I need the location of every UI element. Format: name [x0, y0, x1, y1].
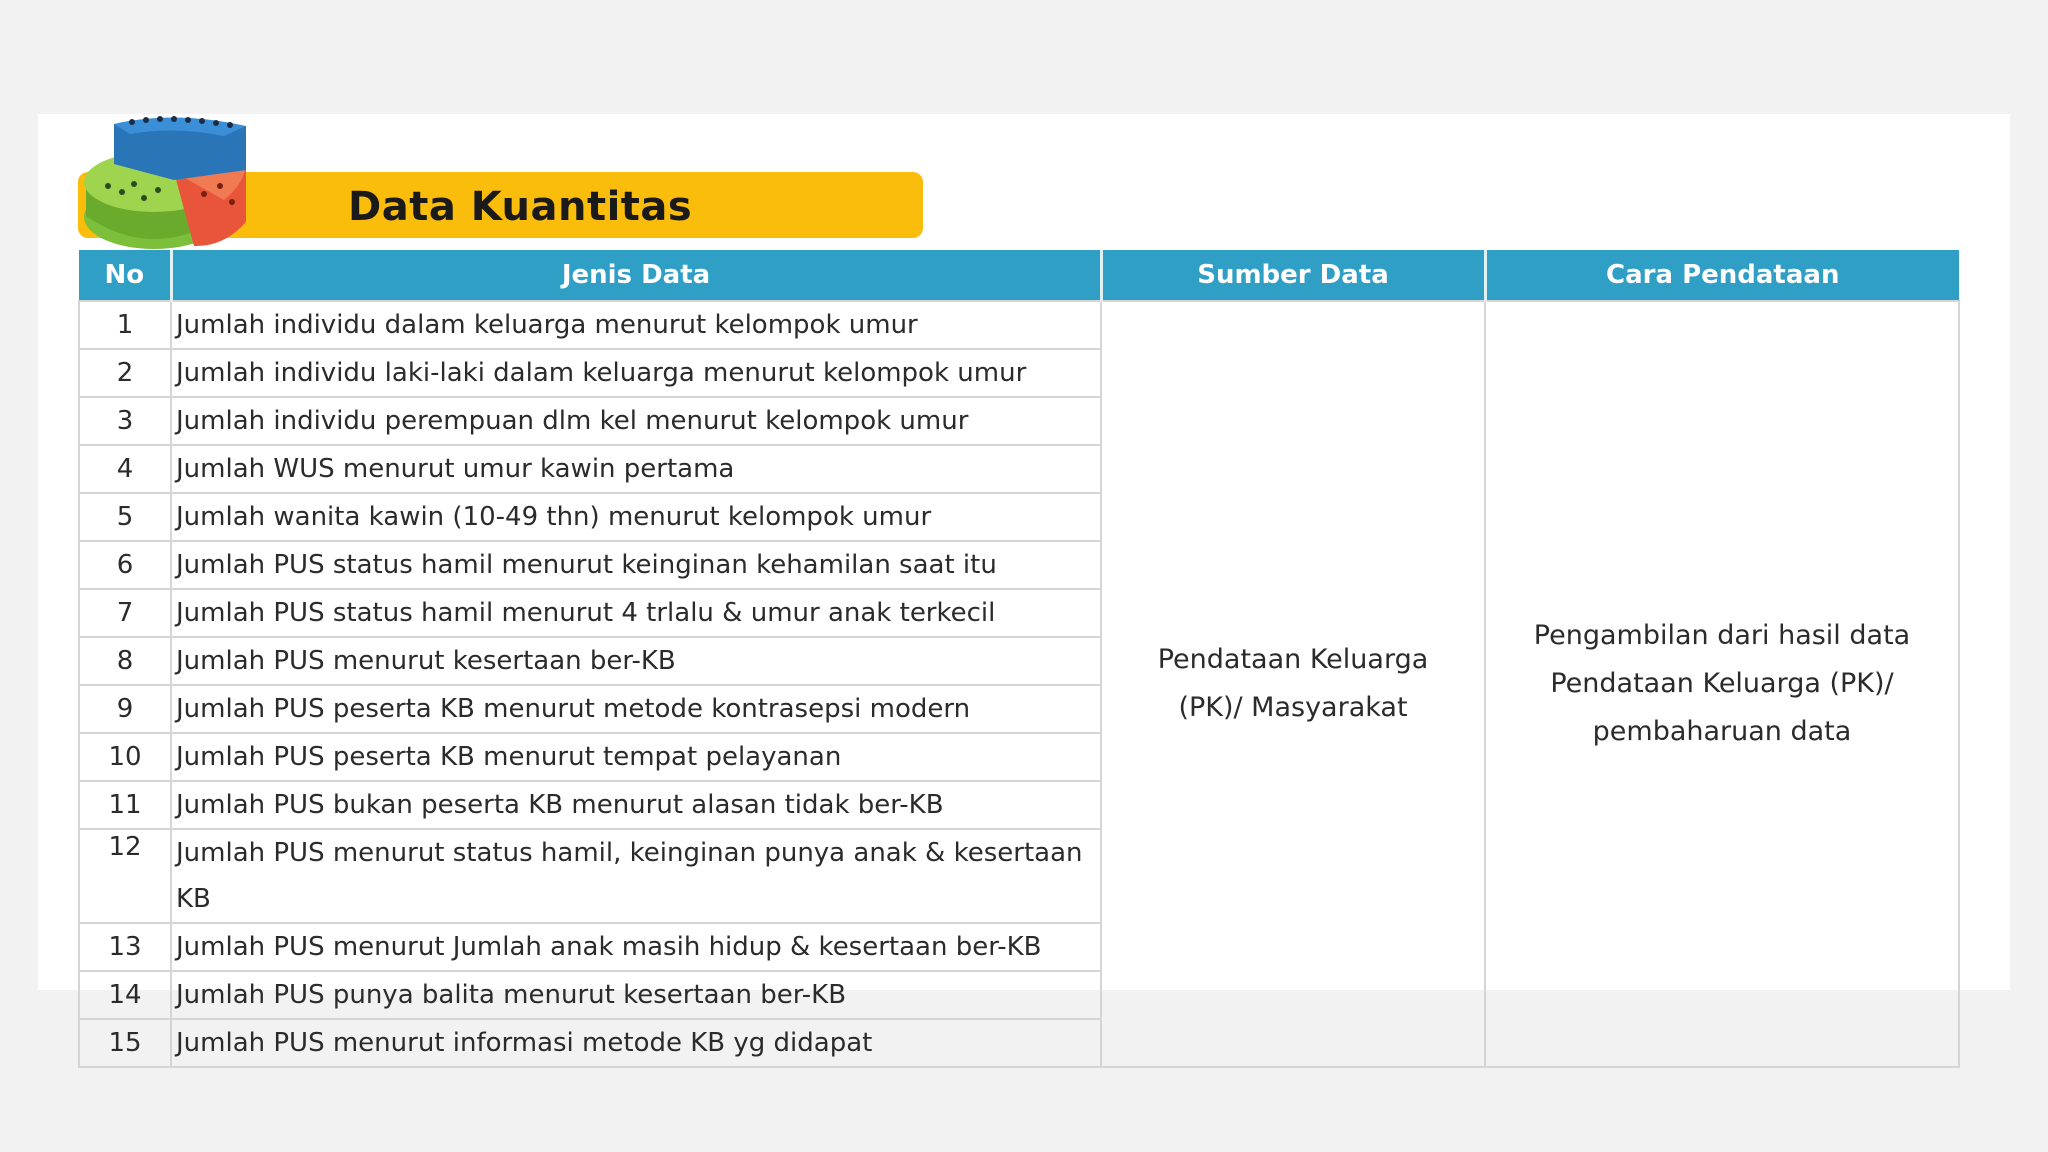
cara-pendataan-cell [1485, 301, 1959, 1067]
row-jenis: Jumlah PUS punya balita menurut kesertaan ber-KB [171, 971, 1101, 1019]
row-number: 3 [79, 397, 171, 445]
header-cara-pendataan: Cara Pendataan [1485, 250, 1959, 301]
data-table [78, 250, 1960, 1068]
cara-line: Pendataan Keluarga (PK)/ [1550, 668, 1894, 699]
row-jenis: Jumlah wanita kawin (10-49 thn) menurut kelompok umur [171, 493, 1101, 541]
row-number: 10 [79, 733, 171, 781]
row-number: 5 [79, 493, 171, 541]
pie-chart-people-icon [74, 112, 254, 254]
row-number: 9 [79, 685, 171, 733]
row-jenis: Jumlah individu laki-laki dalam keluarga menurut kelompok umur [171, 349, 1101, 397]
row-number: 15 [79, 1019, 171, 1067]
header-jenis-data: Jenis Data [171, 250, 1101, 301]
row-number: 13 [79, 923, 171, 971]
row-number: 8 [79, 637, 171, 685]
row-number: 1 [79, 301, 171, 349]
row-number: 6 [79, 541, 171, 589]
row-number: 2 [79, 349, 171, 397]
row-jenis: Jumlah PUS menurut status hamil, keinginan punya anak & kesertaan KB [171, 829, 1101, 923]
page-title: Data Kuantitas [348, 184, 693, 230]
sumber-line: (PK)/ Masyarakat [1178, 692, 1408, 723]
row-number: 12 [79, 829, 171, 923]
row-jenis: Jumlah individu dalam keluarga menurut kelompok umur [171, 301, 1101, 349]
sumber-data-cell [1101, 301, 1485, 1067]
row-jenis: Jumlah PUS status hamil menurut keinginan kehamilan saat itu [171, 541, 1101, 589]
row-number: 14 [79, 971, 171, 1019]
row-jenis: Jumlah PUS menurut Jumlah anak masih hidup & kesertaan ber-KB [171, 923, 1101, 971]
row-jenis: Jumlah PUS bukan peserta KB menurut alasan tidak ber-KB [171, 781, 1101, 829]
row-jenis: Jumlah PUS menurut kesertaan ber-KB [171, 637, 1101, 685]
cara-line: Pengambilan dari hasil data [1533, 620, 1911, 651]
sumber-line: Pendataan Keluarga [1157, 644, 1429, 675]
row-number: 4 [79, 445, 171, 493]
table-row [79, 301, 1959, 349]
header-no: No [79, 250, 171, 301]
row-jenis: Jumlah PUS peserta KB menurut metode kontrasepsi modern [171, 685, 1101, 733]
row-jenis: Jumlah individu perempuan dlm kel menurut kelompok umur [171, 397, 1101, 445]
row-number: 11 [79, 781, 171, 829]
row-jenis: Jumlah WUS menurut umur kawin pertama [171, 445, 1101, 493]
row-jenis: Jumlah PUS status hamil menurut 4 trlalu & umur anak terkecil [171, 589, 1101, 637]
header-sumber-data: Sumber Data [1101, 250, 1485, 301]
row-number: 7 [79, 589, 171, 637]
table-header-row [79, 250, 1959, 301]
row-jenis: Jumlah PUS menurut informasi metode KB yg didapat [171, 1019, 1101, 1067]
cara-line: pembaharuan data [1592, 716, 1852, 747]
row-jenis: Jumlah PUS peserta KB menurut tempat pelayanan [171, 733, 1101, 781]
